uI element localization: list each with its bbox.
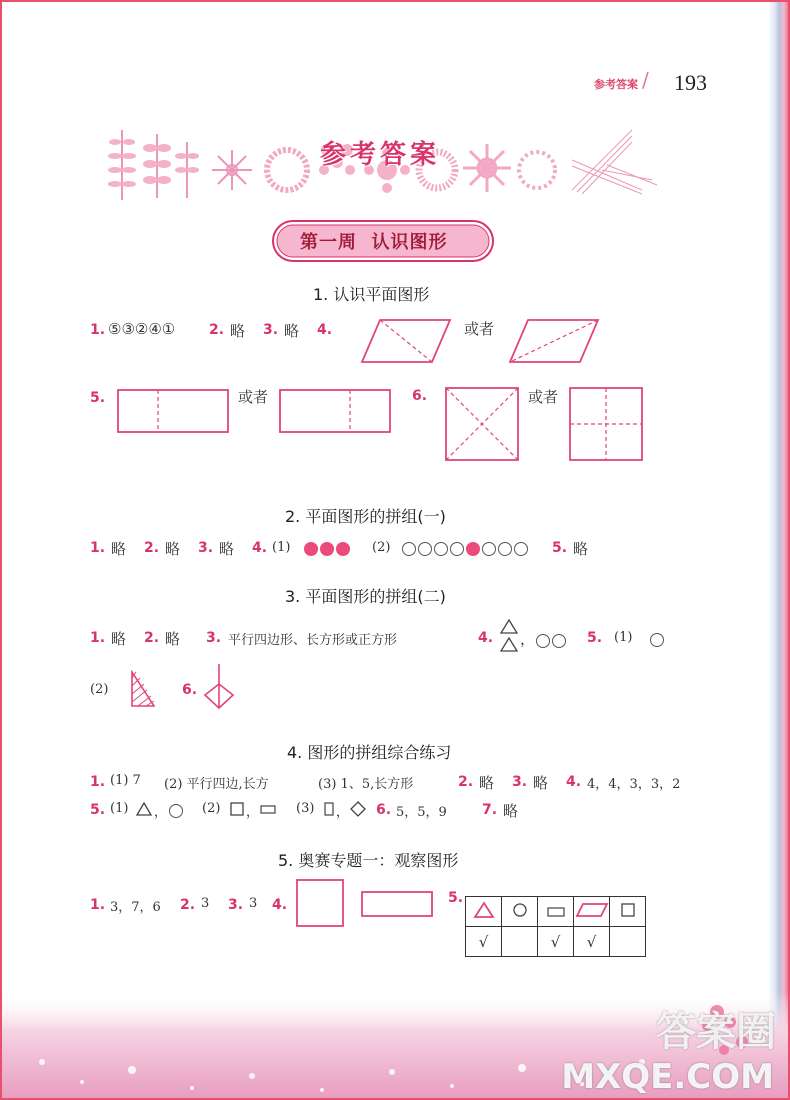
s5-q1-number: 1. bbox=[90, 897, 106, 913]
table-row bbox=[466, 927, 646, 957]
stacked-triangles-icon bbox=[499, 618, 519, 654]
circles-sequence-row bbox=[402, 539, 530, 558]
s4-q6-number: 6. bbox=[376, 802, 392, 818]
s2-q3-answer: 略 bbox=[219, 540, 235, 558]
table-cell bbox=[574, 897, 610, 927]
book-spine bbox=[768, 2, 788, 1100]
s1-q5-number: 5. bbox=[90, 390, 106, 406]
s5-q2-answer: 3 bbox=[201, 896, 210, 911]
check-cell bbox=[502, 927, 538, 957]
s3-q4-separator: ， bbox=[520, 630, 536, 648]
table-cell bbox=[610, 897, 646, 927]
empty-circle-icon bbox=[169, 804, 183, 818]
s3-q1-number: 1. bbox=[90, 630, 106, 646]
section-5-title: 5. 奥赛专题一：观察图形 bbox=[278, 851, 459, 870]
check-cell: √ bbox=[466, 927, 502, 957]
s3-q1-answer: 略 bbox=[111, 630, 127, 648]
s3-q5-part2-label: (2) bbox=[90, 682, 109, 697]
empty-circle-icon bbox=[418, 542, 432, 556]
rectangle-split-figure-alt bbox=[278, 388, 392, 434]
s4-q3-number: 3. bbox=[512, 774, 528, 790]
s3-q5-part1-label: (1) bbox=[614, 630, 633, 645]
kite-diamond-figure bbox=[202, 662, 236, 710]
s4-q4-number: 4. bbox=[566, 774, 582, 790]
filled-circle-icon bbox=[320, 542, 334, 556]
s1-or-3: 或者 bbox=[528, 388, 559, 406]
square-diagonals-figure bbox=[444, 386, 520, 462]
flower-ring-icon bbox=[267, 150, 307, 190]
header-label: 参考答案 bbox=[594, 78, 638, 91]
s4-q5-comma-3: ， bbox=[336, 805, 350, 820]
filled-circle-icon bbox=[304, 542, 318, 556]
filled-circles-row bbox=[304, 539, 352, 558]
s3-q5-number: 5. bbox=[587, 630, 603, 646]
s2-q5-number: 5. bbox=[552, 540, 568, 556]
s4-q5-part2: (2) bbox=[202, 801, 221, 816]
s4-q1-number: 1. bbox=[90, 774, 106, 790]
header-divider: / bbox=[642, 68, 649, 92]
s1-q3-number: 3. bbox=[263, 322, 279, 338]
s1-q1-number: 1. bbox=[90, 322, 106, 338]
s1-q3-answer: 略 bbox=[284, 322, 300, 340]
square-quarters-figure bbox=[568, 386, 644, 462]
filled-circle-icon bbox=[466, 542, 480, 556]
observation-table bbox=[465, 896, 646, 957]
leaf-sprig-icon bbox=[143, 134, 171, 198]
s3-q4-number: 4. bbox=[478, 630, 494, 646]
check-cell: √ bbox=[538, 927, 574, 957]
empty-circle-icon bbox=[434, 542, 448, 556]
empty-circle-icon bbox=[650, 633, 664, 647]
s3-q2-answer: 略 bbox=[165, 630, 181, 648]
s4-q6-answer: 5，5，9 bbox=[396, 805, 447, 820]
square-icon bbox=[621, 903, 635, 917]
s4-q5-part3: (3) bbox=[296, 801, 315, 816]
s1-q4-number: 4. bbox=[317, 322, 333, 338]
s3-q3-number: 3. bbox=[206, 630, 222, 646]
s2-q2-answer: 略 bbox=[165, 540, 181, 558]
s5-q1-answer: 3，7，6 bbox=[110, 900, 161, 915]
s5-q2-number: 2. bbox=[180, 897, 196, 913]
s4-q5-comma-1: ， bbox=[154, 805, 168, 820]
square-icon bbox=[230, 802, 244, 816]
section-1-title: 1. 认识平面图形 bbox=[313, 285, 430, 304]
section-3-title: 3. 平面图形的拼组(二) bbox=[285, 587, 446, 606]
filled-circle-icon bbox=[336, 542, 350, 556]
s1-q2-number: 2. bbox=[209, 322, 225, 338]
s3-q5-circle bbox=[650, 630, 666, 649]
section-2-title: 2. 平面图形的拼组(一) bbox=[285, 507, 446, 526]
s4-q5-number: 5. bbox=[90, 802, 106, 818]
triangle-icon bbox=[136, 802, 152, 816]
s4-q2-answer: 略 bbox=[479, 774, 495, 792]
empty-circle-icon bbox=[402, 542, 416, 556]
page-number: 193 bbox=[674, 70, 707, 95]
s2-q2-number: 2. bbox=[144, 540, 160, 556]
rectangle-icon bbox=[547, 907, 565, 917]
s2-q4-number: 4. bbox=[252, 540, 268, 556]
rectangle-split-figure bbox=[116, 388, 230, 434]
page-title: 参考答案 bbox=[320, 140, 441, 170]
s3-q3-answer: 平行四边形、长方形或正方形 bbox=[228, 633, 398, 648]
s4-q5-comma-2: ， bbox=[246, 805, 260, 820]
s2-q1-number: 1. bbox=[90, 540, 106, 556]
parallelogram-diagonal-figure-alt bbox=[508, 318, 600, 364]
section-4-title: 4. 图形的拼组综合练习 bbox=[287, 743, 452, 762]
empty-circle-icon bbox=[450, 542, 464, 556]
hatched-triangle-figure bbox=[130, 670, 156, 708]
s4-q1-part1: (1) 7 bbox=[110, 773, 141, 788]
table-row bbox=[466, 897, 646, 927]
s1-q6-number: 6. bbox=[412, 388, 428, 404]
s1-q2-answer: 略 bbox=[230, 322, 246, 340]
week-title: 第一周 认识图形 bbox=[300, 232, 448, 253]
watermark-logo: 答案圈 bbox=[656, 1009, 776, 1055]
sun-flower-icon bbox=[463, 144, 511, 192]
snowflake-icon bbox=[212, 150, 252, 190]
pink-triangle-icon bbox=[473, 901, 495, 919]
s4-q4-answer: 4，4，3，3，2 bbox=[587, 777, 681, 792]
s1-q1-answer: ⑤③②④① bbox=[108, 320, 176, 338]
watermark-url: MXQE.COM bbox=[561, 1057, 774, 1097]
circle-icon bbox=[512, 902, 528, 918]
s2-q1-answer: 略 bbox=[111, 540, 127, 558]
s2-q3-number: 3. bbox=[198, 540, 214, 556]
diamond-icon bbox=[350, 801, 366, 817]
s4-q7-number: 7. bbox=[482, 802, 498, 818]
check-cell: √ bbox=[574, 927, 610, 957]
flower-ring-icon bbox=[519, 152, 555, 188]
s2-q4-part1-label: (1) bbox=[272, 540, 291, 555]
empty-circle-icon bbox=[498, 542, 512, 556]
s4-q1-part3: (3) 1、5,长方形 bbox=[318, 777, 414, 792]
table-cell bbox=[466, 897, 502, 927]
s4-q1-part2: (2) 平行四边,长方 bbox=[164, 777, 269, 792]
pink-parallelogram-icon bbox=[575, 902, 609, 918]
square-figure bbox=[295, 878, 345, 928]
table-cell bbox=[538, 897, 574, 927]
s4-q5-circle bbox=[169, 801, 185, 820]
s2-q5-answer: 略 bbox=[573, 540, 589, 558]
empty-circle-icon bbox=[482, 542, 496, 556]
s5-q3-number: 3. bbox=[228, 897, 244, 913]
empty-circle-icon bbox=[514, 542, 528, 556]
parallelogram-diagonal-figure bbox=[360, 318, 452, 364]
double-circle-row bbox=[536, 631, 568, 650]
check-cell bbox=[610, 927, 646, 957]
s4-q2-number: 2. bbox=[458, 774, 474, 790]
table-cell bbox=[502, 897, 538, 927]
leaf-sprig-icon bbox=[175, 142, 199, 198]
tall-rectangle-icon bbox=[324, 802, 334, 816]
s4-q3-answer: 略 bbox=[533, 774, 549, 792]
s5-q5-number: 5. bbox=[448, 890, 464, 906]
empty-circle-icon bbox=[536, 634, 550, 648]
leaf-sprig-icon bbox=[108, 130, 136, 200]
empty-circle-icon bbox=[552, 634, 566, 648]
string-art-icon bbox=[572, 130, 657, 194]
s4-q5-part1: (1) bbox=[110, 801, 129, 816]
s1-or-1: 或者 bbox=[464, 320, 495, 338]
s2-q4-part2-label: (2) bbox=[372, 540, 391, 555]
s5-q4-number: 4. bbox=[272, 897, 288, 913]
rectangle-icon bbox=[260, 805, 276, 814]
s5-q3-answer: 3 bbox=[249, 896, 258, 911]
s3-q6-number: 6. bbox=[182, 682, 198, 698]
s4-q7-answer: 略 bbox=[503, 802, 519, 820]
s1-or-2: 或者 bbox=[238, 388, 269, 406]
rectangle-figure bbox=[360, 890, 434, 918]
s3-q2-number: 2. bbox=[144, 630, 160, 646]
